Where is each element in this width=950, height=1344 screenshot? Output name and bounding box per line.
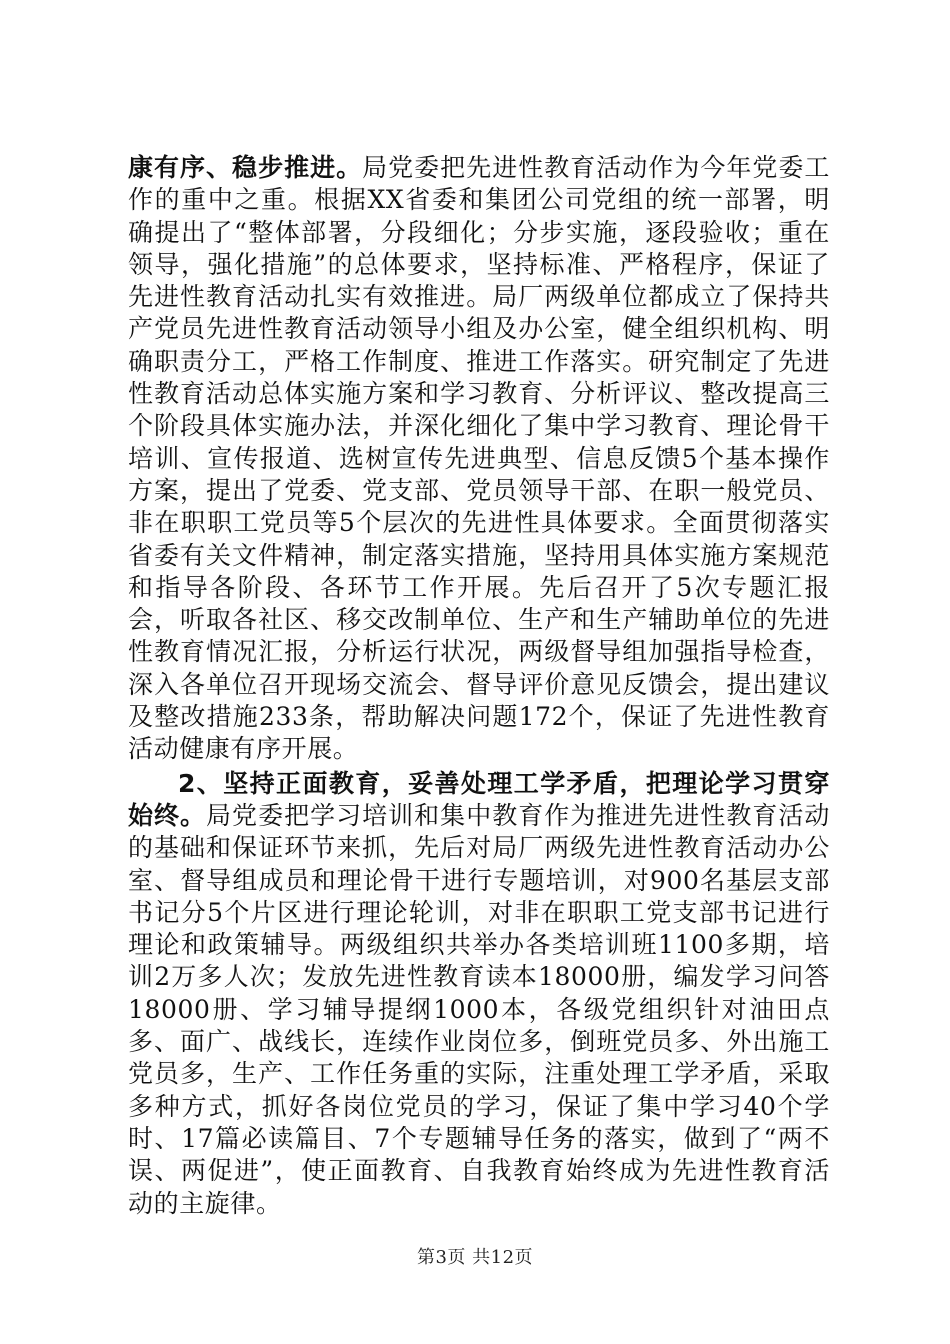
- paragraph-lead-heading: 2、坚持正面教育，妥善处理工学矛盾，把理论学习贯穿始终。: [128, 768, 830, 830]
- document-body: [128, 152, 830, 1220]
- paragraph-education-section: [128, 768, 830, 1220]
- paragraph-lead-heading: 康有序、稳步推进。: [128, 153, 363, 182]
- paragraph-body-text: 局党委把学习培训和集中教育作为推进先进性教育活动的基础和保证环节来抓，先后对局厂两级先进性教育活动办公室、督导组成员和理论骨干进行专题培训，对900名基层支部书记分5个片区进行理论轮训，对非在职职工党支部书记进行理论和政策辅导。两级组织共举办各类培训班1100多期，培训2万多人次；发放先进性教育读本18000册，编发学习问答18000册、学习辅导提纲1000本，各级党组织针对油田点多、面广、战线长，连续作业岗位多，倒班党员多、外出施工党员多，生产、工作任务重的实际，注重处理工学矛盾，采取多种方式，抓好各岗位党员的学习，保证了集中学习40个学时、17篇必读篇目、7个专题辅导任务的落实，做到了“两不误、两促进”，使正面教育、自我教育始终成为先进性教育活动的主旋律。: [128, 800, 830, 1218]
- page-number-footer: 第3页 共12页: [416, 1247, 534, 1268]
- paragraph-progress-section: [128, 152, 830, 766]
- paragraph-body-text: 局党委把先进性教育活动作为今年党委工作的重中之重。根据XX省委和集团公司党组的统一部署，明确提出了“整体部署，分段细化；分步实施，逐段验收；重在领导，强化措施”的总体要求，坚持标准、严格程序，保证了先进性教育活动扎实有效推进。局厂两级单位都成立了保持共产党员先进性教育活动领导小组及办公室，健全组织机构、明确职责分工，严格工作制度、推进工作落实。研究制定了先进性教育活动总体实施方案和学习教育、分析评议、整改提高三个阶段具体实施办法，并深化细化了集中学习教育、理论骨干培训、宣传报道、选树宣传先进典型、信息反馈5个基本操作方案，提出了党委、党支部、党员领导干部、在职一般党员、非在职职工党员等5个层次的先进性具体要求。全面贯彻落实省委有关文件精神，制定落实措施，坚持用具体实施方案规范和指导各阶段、各环节工作开展。先后召开了5次专题汇报会，听取各社区、移交改制单位、生产和生产辅助单位的先进性教育情况汇报，分析运行状况，两级督导组加强指导检查，深入各单位召开现场交流会、督导评价意见反馈会，提出建议及整改措施233条，帮助解决问题172个，保证了先进性教育活动健康有序开展。: [128, 153, 830, 764]
